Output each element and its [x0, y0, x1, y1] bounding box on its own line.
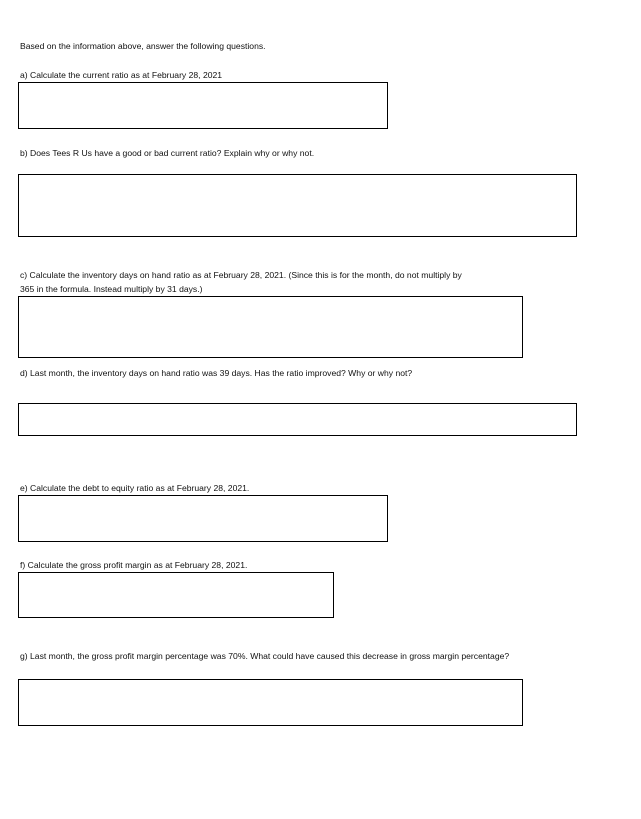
answer-box-e[interactable] — [18, 495, 388, 542]
answer-box-a[interactable] — [18, 82, 388, 129]
question-a-label: a) Calculate the current ratio as at February 28, 2021 — [20, 70, 223, 80]
answer-box-c[interactable] — [18, 296, 523, 358]
question-f-label: f) Calculate the gross profit margin as at February 28, 2021. — [20, 560, 248, 570]
question-b-label: b) Does Tees R Us have a good or bad current ratio? Explain why or why not. — [20, 148, 315, 158]
answer-box-d[interactable] — [18, 403, 577, 436]
question-e-label: e) Calculate the debt to equity ratio as at February 28, 2021. — [20, 483, 250, 493]
question-c-label-line1: c) Calculate the inventory days on hand ratio as at February 28, 2021. (Since this is for the month, do not multiply by — [20, 270, 462, 280]
question-d-label: d) Last month, the inventory days on hand ratio was 39 days. Has the ratio improved? Why or why not? — [20, 368, 413, 378]
question-c-label-line2: 365 in the formula. Instead multiply by 31 days.) — [20, 284, 203, 294]
question-g-label: g) Last month, the gross profit margin percentage was 70%. What could have caused this decrease in gross margin percentage? — [20, 651, 510, 661]
answer-box-b[interactable] — [18, 174, 577, 237]
answer-box-f[interactable] — [18, 572, 334, 618]
intro-text: Based on the information above, answer the following questions. — [20, 41, 266, 51]
answer-box-g[interactable] — [18, 679, 523, 726]
